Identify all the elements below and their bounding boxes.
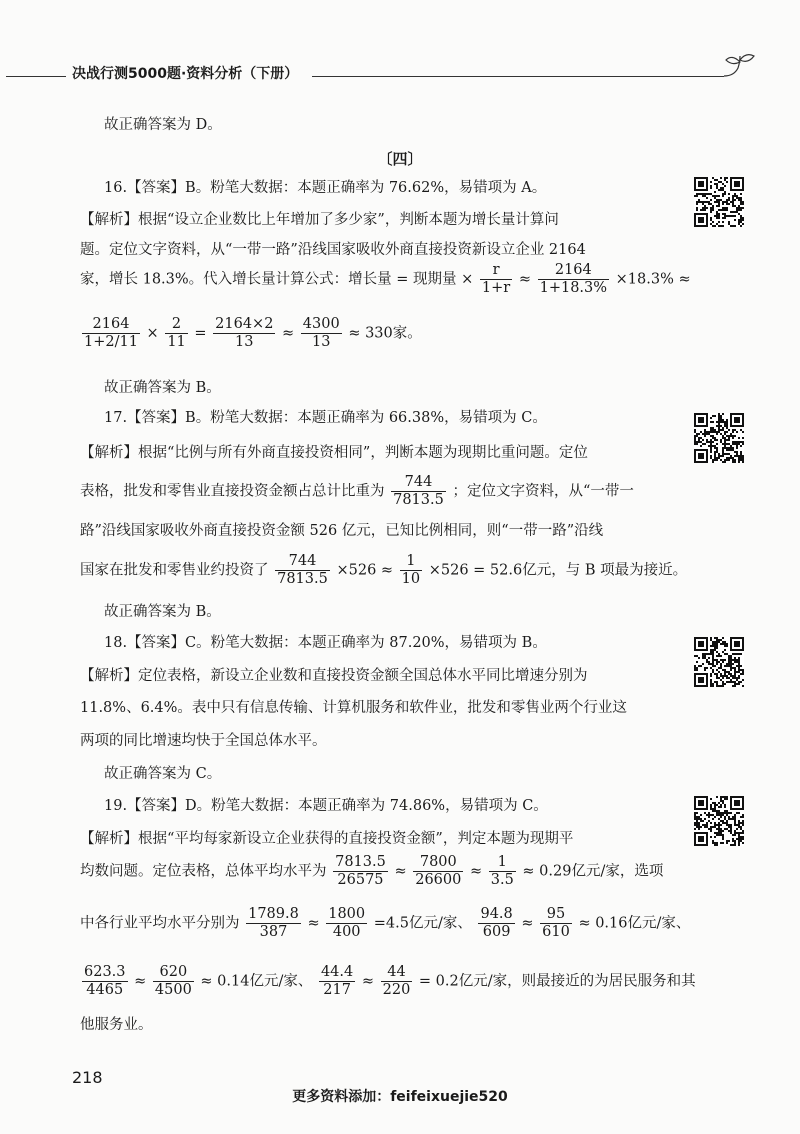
- q19-analysis-line3: 中各行业平均水平分别为 $\frac{1789.8}{387}$ ≈ $\frac{1800}{400}$ =4.5亿元/家、 $\frac{94.8}{609}$ ≈ $\frac{95}{610}$ ≈ 0.16亿元/家、: [80, 906, 691, 940]
- q19-analysis-line5: 他服务业。: [80, 1017, 153, 1033]
- q19-analysis-line1: 【解析】根据“平均每家新设立企业获得的直接投资金额”，判定本题为现期平: [80, 831, 574, 847]
- q19-fraction: $\frac{1800}{400}$: [328, 906, 366, 940]
- q17-fraction: $\frac{744}{7813.5}$: [393, 474, 444, 508]
- q19-fraction: $\frac{95}{610}$: [542, 906, 570, 940]
- q19-fraction: $\frac{7813.5}{26575}$: [335, 854, 386, 888]
- qr-code-icon[interactable]: [694, 177, 744, 227]
- q16-fraction: $\frac{4300}{13}$: [302, 316, 340, 350]
- q17-conclusion: 故正确答案为 B。: [104, 604, 221, 620]
- q16-fraction: $\frac{2164}{1+2/11}$: [84, 316, 138, 350]
- q16-fraction: $\frac{2164\times 2}{13}$: [215, 316, 274, 350]
- section-heading: 〔四〕: [377, 150, 423, 168]
- footer-note: 更多资料添加：feifeixuejie520: [292, 1089, 508, 1105]
- qr-code-icon[interactable]: [694, 637, 744, 687]
- q19-analysis-line2: 均数问题。定位表格，总体平均水平为 $\frac{7813.5}{26575}$ ≈ $\frac{7800}{26600}$ ≈ $\frac{1}{3.5}$ ≈ 0.29亿元/家，选项: [80, 854, 664, 888]
- q17-fraction: $\frac{744}{7813.5}$: [277, 553, 328, 587]
- q16-fraction: $\frac{r}{1+r}$: [481, 262, 511, 296]
- q17-answer: 17.【答案】B。粉笔大数据：本题正确率为 66.38%，易错项为 C。: [104, 410, 547, 426]
- q16-fraction: $\frac{2}{11}$: [167, 316, 186, 350]
- q17-analysis-line2: 表格，批发和零售业直接投资金额占总计比重为 $\frac{744}{7813.5}$ ；定位文字资料，从“一带一: [80, 474, 634, 508]
- q19-fraction: $\frac{44}{220}$: [382, 964, 411, 998]
- q19-answer: 19.【答案】D。粉笔大数据：本题正确率为 74.86%，易错项为 C。: [104, 798, 548, 814]
- qr-code-icon[interactable]: [694, 413, 744, 463]
- q16-text: 家，增长 18.3%。代入增长量计算公式：增长量 = 现期量 ×: [80, 271, 474, 288]
- answer-line: 故正确答案为 D。: [104, 117, 222, 133]
- q17-analysis-line1: 【解析】根据“比例与所有外商直接投资相同”，判断本题为现期比重问题。定位: [80, 445, 588, 461]
- q19-analysis-line4: $\frac{623.3}{4465}$ ≈ $\frac{620}{4500}$ ≈ 0.14亿元/家、 $\frac{44.4}{217}$ ≈ $\frac{44}{220}$ = 0.2亿元/家，则最接近的为居民服务和其: [84, 964, 696, 998]
- q16-answer: 16.【答案】B。粉笔大数据：本题正确率为 76.62%，易错项为 A。: [104, 180, 547, 196]
- header-rule-left: [6, 76, 66, 77]
- header-rule-right: [312, 76, 724, 77]
- header-title: 决战行测5000题·资料分析（下册）: [72, 66, 299, 82]
- q17-fraction: $\frac{1}{10}$: [401, 553, 421, 587]
- qr-code-icon[interactable]: [694, 796, 744, 846]
- q17-analysis-line3: 路”沿线国家吸收外商直接投资金额 526 亿元，已知比例相同，则“一带一路”沿线: [80, 523, 604, 539]
- q19-fraction: $\frac{623.3}{4465}$: [84, 964, 126, 998]
- q19-fraction: $\frac{44.4}{217}$: [320, 964, 354, 998]
- q16-analysis-line1: 【解析】根据“设立企业数比上年增加了多少家”，判断本题为增长量计算问: [80, 212, 559, 228]
- q19-fraction: $\frac{7800}{26600}$: [415, 854, 462, 888]
- q19-fraction: $\frac{620}{4500}$: [154, 964, 192, 998]
- q16-formula-line1: 家，增长 18.3%。代入增长量计算公式：增长量 = 现期量 × $\frac{r}{1+r}$ ≈ $\frac{2164}{1+18.3\%}$ ×18.3% ≈: [80, 262, 691, 296]
- q18-analysis-line1: 【解析】定位表格，新设立企业数和直接投资金额全国总体水平同比增速分别为: [80, 668, 588, 684]
- q18-answer: 18.【答案】C。粉笔大数据：本题正确率为 87.20%，易错项为 B。: [104, 635, 547, 651]
- q16-conclusion: 故正确答案为 B。: [104, 380, 221, 396]
- q18-analysis-line2: 11.8%、6.4%。表中只有信息传输、计算机服务和软件业，批发和零售业两个行业这: [80, 700, 627, 716]
- q16-fraction: $\frac{2164}{1+18.3\%}$: [539, 262, 608, 296]
- q16-analysis-line2: 题。定位文字资料，从“一带一路”沿线国家吸收外商直接投资新设立企业 2164: [80, 242, 586, 258]
- q17-analysis-line4: 国家在批发和零售业约投资了 $\frac{744}{7813.5}$ ×526 ≈ $\frac{1}{10}$ ×526 = 52.6亿元，与 B 项最为接近。: [80, 553, 688, 587]
- q16-formula-line2: $\frac{2164}{1+2/11}$ × $\frac{2}{11}$ = $\frac{2164\times 2}{13}$ ≈ $\frac{4300}{13}$ ≈ 330家。: [84, 316, 422, 350]
- q18-analysis-line3: 两项的同比增速均快于全国总体水平。: [80, 733, 327, 749]
- sprout-icon: [722, 52, 758, 82]
- page-number: 218: [72, 1068, 103, 1087]
- q18-conclusion: 故正确答案为 C。: [104, 766, 222, 782]
- q19-fraction: $\frac{1}{3.5}$: [490, 854, 514, 888]
- q19-fraction: $\frac{94.8}{609}$: [480, 906, 513, 940]
- q19-fraction: $\frac{1789.8}{387}$: [248, 906, 299, 940]
